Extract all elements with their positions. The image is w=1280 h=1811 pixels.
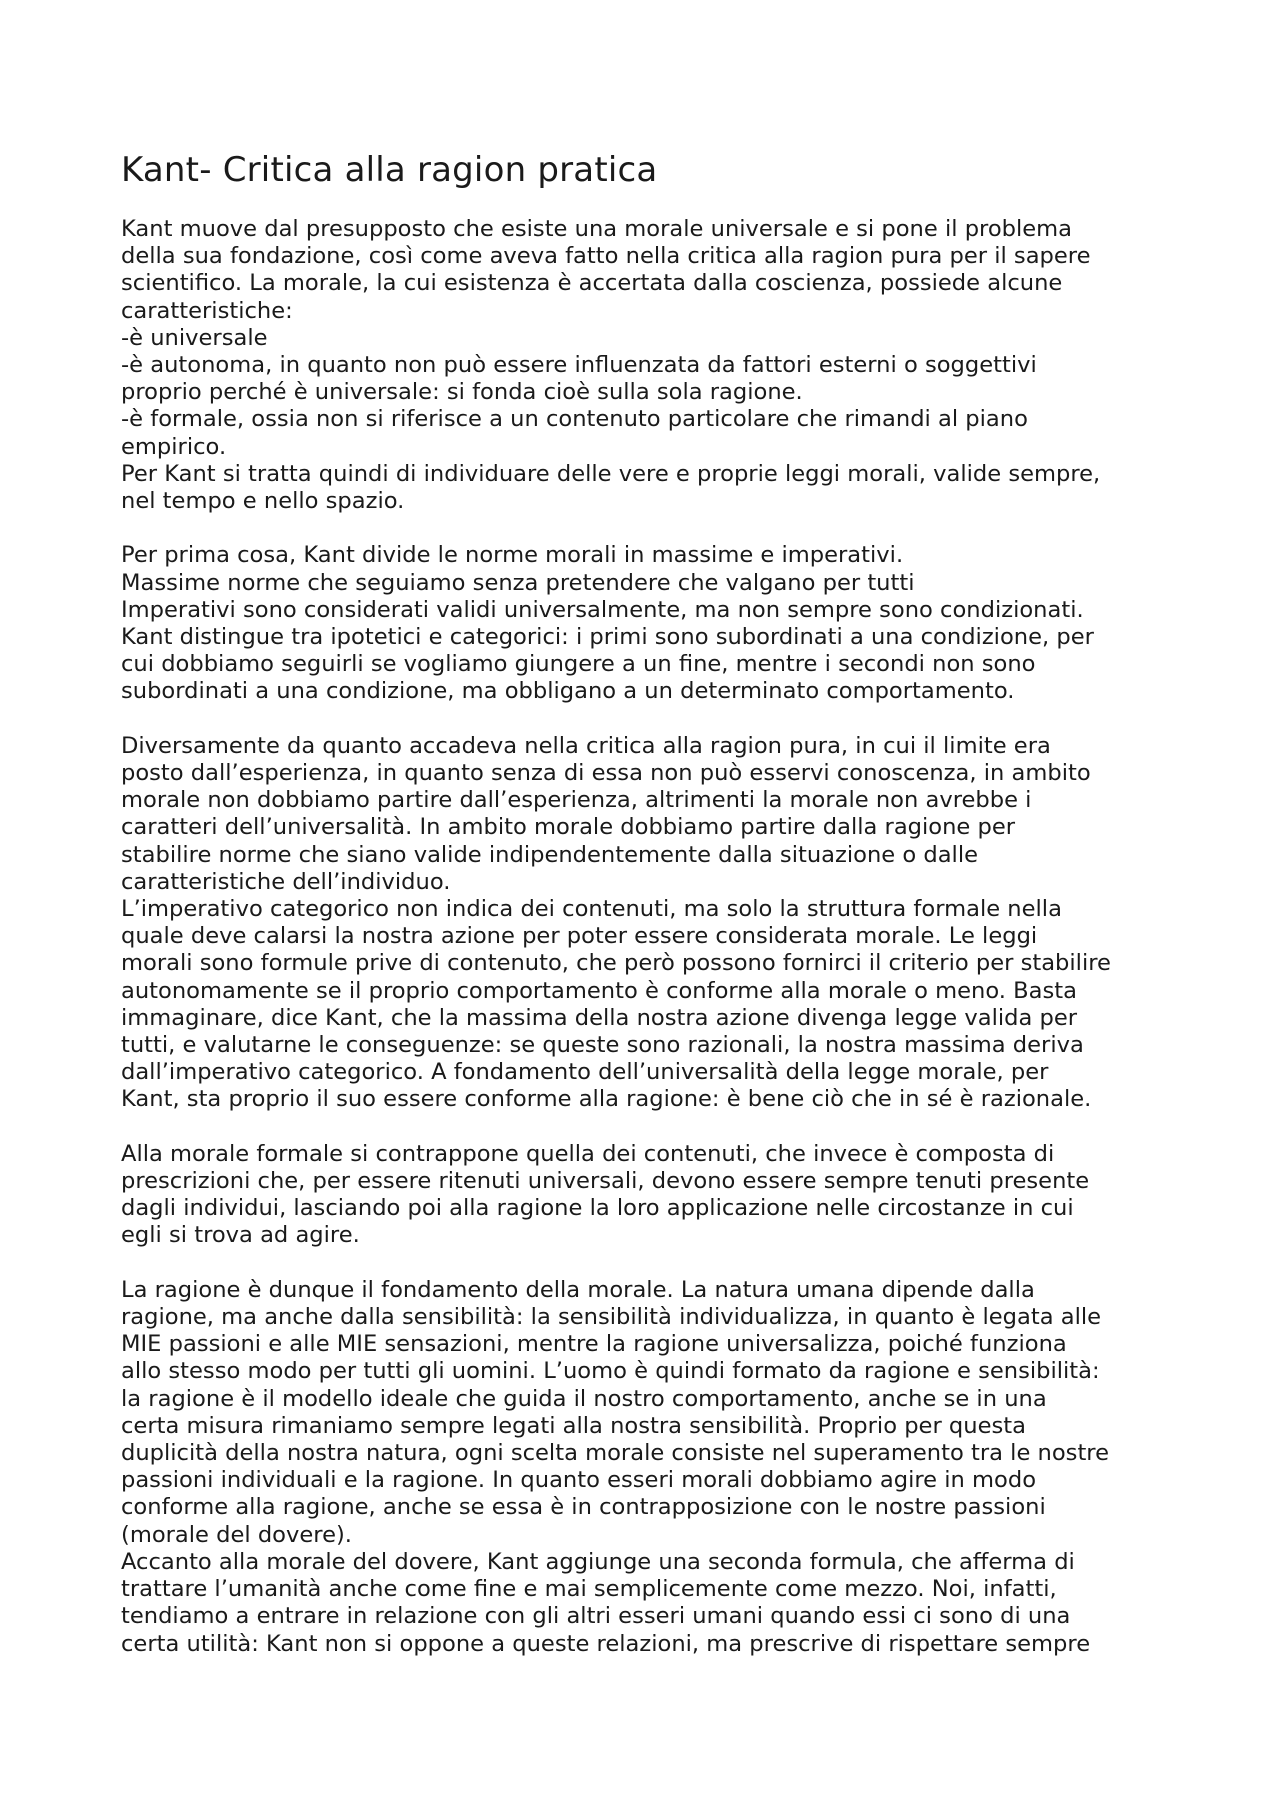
text-line: MIE passioni e alle MIE sensazioni, mentre la ragione universalizza, poiché funziona xyxy=(121,1331,1067,1358)
paragraph xyxy=(121,1141,1171,1250)
text-line: caratteristiche dell’individuo. xyxy=(121,868,451,895)
text-line: duplicità della nostra natura, ogni scelta morale consiste nel superamento tra le nostre xyxy=(121,1440,1109,1467)
text-line: passioni individuali e la ragione. In quanto esseri morali dobbiamo agire in modo xyxy=(121,1467,1037,1494)
text-line: proprio perché è universale: si fonda cioè sulla sola ragione. xyxy=(121,379,803,406)
text-line: scientifico. La morale, la cui esistenza è accertata dalla coscienza, possiede alcune xyxy=(121,270,1063,297)
text-line: nel tempo e nello spazio. xyxy=(121,488,405,515)
text-line: -è universale xyxy=(121,324,268,351)
text-line: posto dall’esperienza, in quanto senza di essa non può esservi conoscenza, in ambito xyxy=(121,760,1091,787)
text-line: La ragione è dunque il fondamento della morale. La natura umana dipende dalla xyxy=(121,1276,1035,1303)
text-line: tendiamo a entrare in relazione con gli altri esseri umani quando essi ci sono di una xyxy=(121,1603,1071,1630)
document-body xyxy=(121,148,1171,1685)
text-line: quale deve calarsi la nostra azione per poter essere considerata morale. Le leggi xyxy=(121,923,1038,950)
text-line: -è autonoma, in quanto non può essere influenzata da fattori esterni o soggettivi xyxy=(121,352,1037,379)
text-line: Kant muove dal presupposto che esiste una morale universale e si pone il problema xyxy=(121,216,1073,242)
text-line: caratteristiche: xyxy=(121,297,293,324)
text-line: ragione, ma anche dalla sensibilità: la sensibilità individualizza, in quanto è legata alle xyxy=(121,1304,1102,1331)
document-title: Kant- Critica alla ragion pratica xyxy=(121,150,658,190)
text-line: autonomamente se il proprio comportamento è conforme alla morale o meno. Basta xyxy=(121,977,1077,1004)
text-line: cui dobbiamo seguirli se vogliamo giungere a un fine, mentre i secondi non sono xyxy=(121,651,1036,678)
text-line: Diversamente da quanto accadeva nella critica alla ragion pura, in cui il limite era xyxy=(121,732,1051,759)
text-line: Massime norme che seguiamo senza pretendere che valgano per tutti xyxy=(121,569,915,596)
text-line: dagli individui, lasciando poi alla ragione la loro applicazione nelle circostanze in cui xyxy=(121,1195,1074,1222)
text-line: Kant, sta proprio il suo essere conforme alla ragione: è bene ciò che in sé è razionale. xyxy=(121,1086,1092,1113)
paragraph xyxy=(121,1277,1171,1658)
text-line: subordinati a una condizione, ma obbligano a un determinato comportamento. xyxy=(121,678,1015,705)
text-line: -è formale, ossia non si riferisce a un contenuto particolare che rimandi al piano xyxy=(121,406,1028,433)
text-line: dall’imperativo categorico. A fondamento dell’universalità della legge morale, per xyxy=(121,1059,1049,1086)
text-line: immaginare, dice Kant, che la massima della nostra azione divenga legge valida per xyxy=(121,1004,1078,1031)
text-line: conforme alla ragione, anche se essa è in contrapposizione con le nostre passioni xyxy=(121,1494,1046,1521)
text-line: allo stesso modo per tutti gli uomini. L’uomo è quindi formato da ragione e sensibilità: xyxy=(121,1358,1100,1385)
text-line: morali sono formule prive di contenuto, che però possono fornirci il criterio per stabilire xyxy=(121,950,1111,977)
text-line: (morale del dovere). xyxy=(121,1521,352,1548)
text-line: Per Kant si tratta quindi di individuare delle vere e proprie leggi morali, valide sempre, xyxy=(121,460,1101,487)
paragraph xyxy=(121,216,1171,515)
text-line: della sua fondazione, così come aveva fatto nella critica alla ragion pura per il sapere xyxy=(121,243,1091,270)
text-line: Alla morale formale si contrappone quella dei contenuti, che invece è composta di xyxy=(121,1140,1055,1167)
paragraph xyxy=(121,542,1171,705)
text-line: stabilire norme che siano valide indipendentemente dalla situazione o dalle xyxy=(121,841,979,868)
text-line: Per prima cosa, Kant divide le norme morali in massime e imperativi. xyxy=(121,542,904,569)
text-line: morale non dobbiamo partire dall’esperienza, altrimenti la morale non avrebbe i xyxy=(121,787,1032,814)
paragraph xyxy=(121,733,1171,1114)
text-line: Accanto alla morale del dovere, Kant aggiunge una seconda formula, che afferma di xyxy=(121,1548,1075,1575)
text-line: caratteri dell’universalità. In ambito morale dobbiamo partire dalla ragione per xyxy=(121,814,1016,841)
text-line: egli si trova ad agire. xyxy=(121,1222,360,1249)
text-line: trattare l’umanità anche come fine e mai semplicemente come mezzo. Noi, infatti, xyxy=(121,1576,1057,1603)
text-line: certa misura rimaniamo sempre legati alla nostra sensibilità. Proprio per questa xyxy=(121,1412,1026,1439)
paragraph-container xyxy=(121,216,1171,1658)
text-line: certa utilità: Kant non si oppone a queste relazioni, ma prescrive di rispettare sempre xyxy=(121,1630,1091,1657)
text-line: Kant distingue tra ipotetici e categorici: i primi sono subordinati a una condizione, per xyxy=(121,624,1094,651)
text-line: L’imperativo categorico non indica dei contenuti, ma solo la struttura formale nella xyxy=(121,896,1062,923)
text-line: Imperativi sono considerati validi universalmente, ma non sempre sono condizionati. xyxy=(121,596,1084,623)
text-line: empirico. xyxy=(121,433,227,460)
text-line: tutti, e valutarne le conseguenze: se queste sono razionali, la nostra massima deriva xyxy=(121,1032,1084,1059)
text-line: la ragione è il modello ideale che guida il nostro comportamento, anche se in una xyxy=(121,1385,1047,1412)
text-line: prescrizioni che, per essere ritenuti universali, devono essere sempre tenuti presente xyxy=(121,1168,1090,1195)
